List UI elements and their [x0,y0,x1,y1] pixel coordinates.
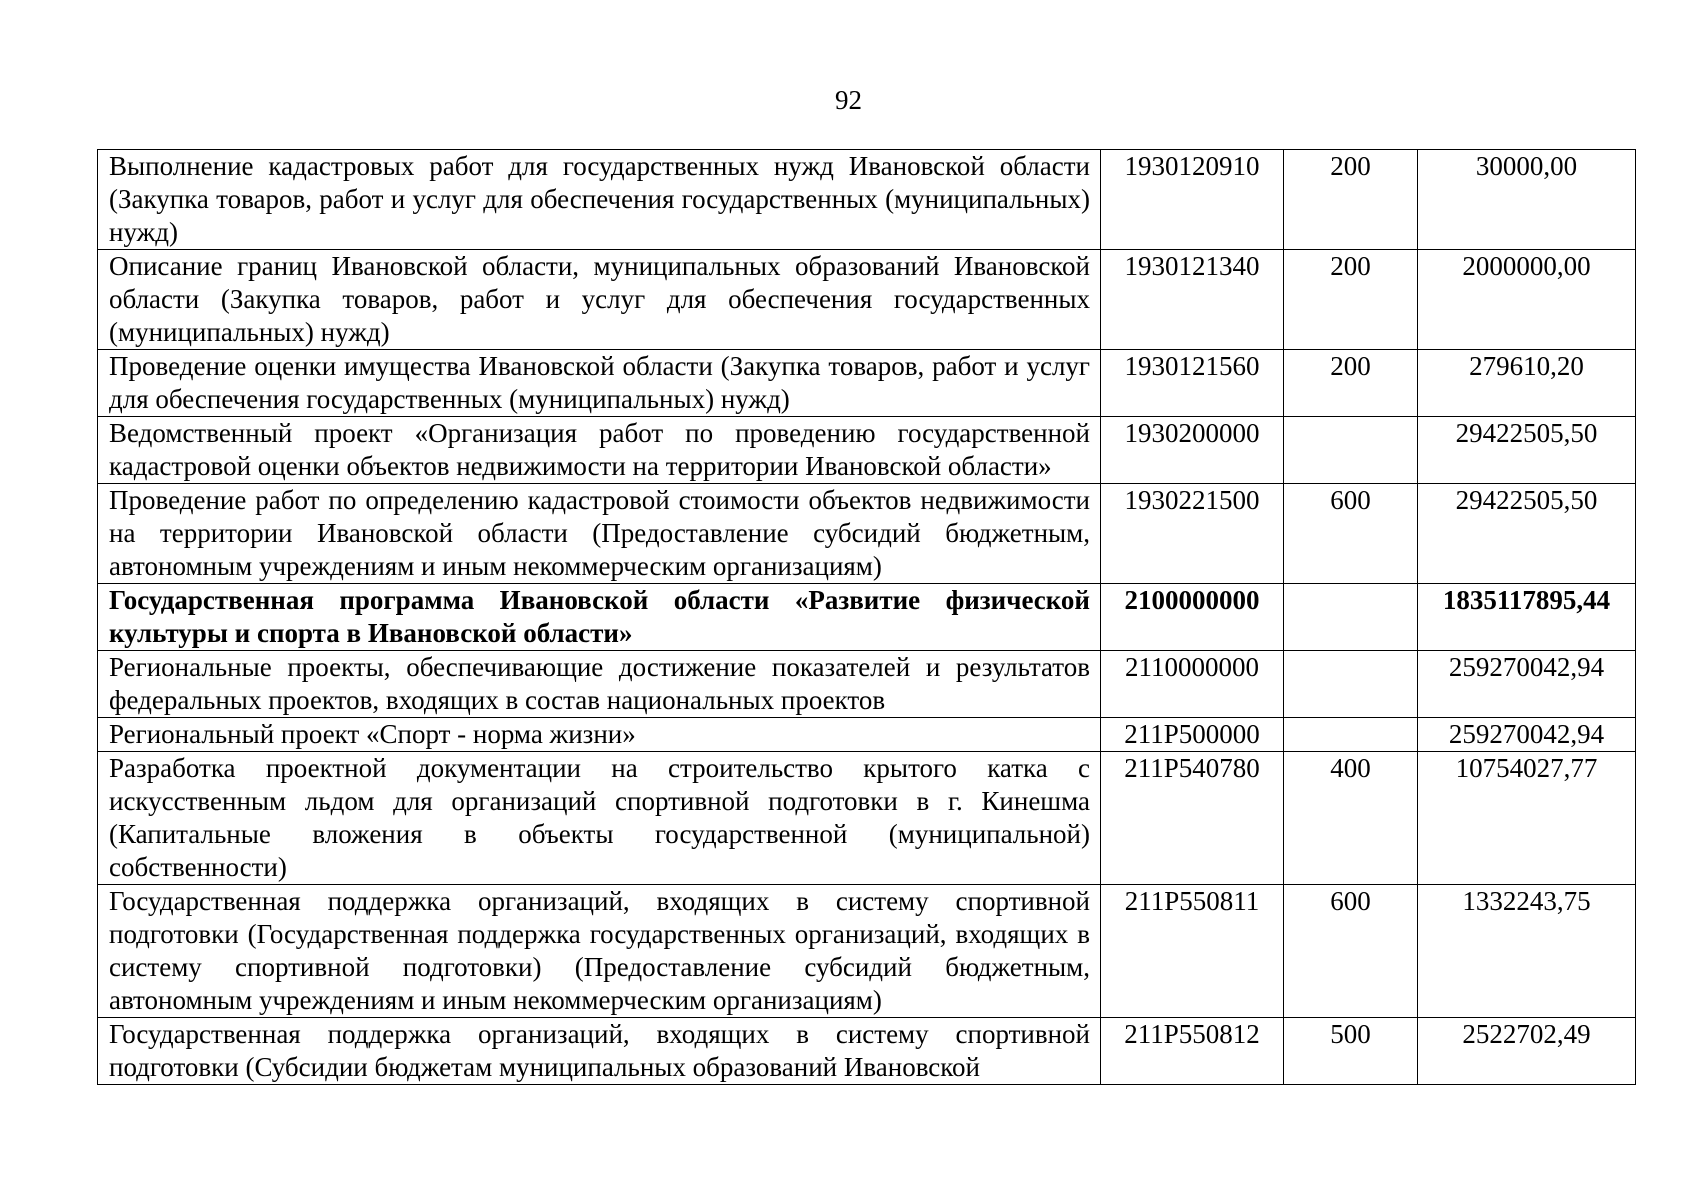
row-sum: 30000,00 [1418,150,1636,250]
row-sum: 259270042,94 [1418,651,1636,718]
row-name: Проведение оценки имущества Ивановской области (Закупка товаров, работ и услуг для обеспечения государственных (муниципальных) нужд) [98,350,1101,417]
table-row [98,350,1636,417]
row-expense-type [1284,417,1418,484]
row-name: Региональный проект «Спорт - норма жизни» [98,718,1101,752]
row-expense-type: 200 [1284,250,1418,350]
row-code: 1930121560 [1101,350,1284,417]
row-sum: 1835117895,44 [1418,584,1636,651]
row-code: 1930221500 [1101,484,1284,584]
table-row [98,1018,1636,1085]
row-name: Ведомственный проект «Организация работ по проведению государственной кадастровой оценки объектов недвижимости на территории Ивановской области» [98,417,1101,484]
row-expense-type: 200 [1284,150,1418,250]
row-code: 1930120910 [1101,150,1284,250]
row-expense-type: 200 [1284,350,1418,417]
row-code: 211P500000 [1101,718,1284,752]
row-name: Государственная поддержка организаций, входящих в систему спортивной подготовки (Субсидии бюджетам муниципальных образований Ивановской [98,1018,1101,1085]
row-expense-type: 500 [1284,1018,1418,1085]
row-sum: 29422505,50 [1418,417,1636,484]
budget-table [97,149,1636,1085]
table-row [98,150,1636,250]
row-sum: 1332243,75 [1418,885,1636,1018]
row-sum: 279610,20 [1418,350,1636,417]
row-expense-type [1284,651,1418,718]
table-row [98,651,1636,718]
row-name: Государственная программа Ивановской области «Развитие физической культуры и спорта в Ивановской области» [98,584,1101,651]
row-sum: 29422505,50 [1418,484,1636,584]
table-row-program [98,584,1636,651]
row-name: Описание границ Ивановской области, муниципальных образований Ивановской области (Закупка товаров, работ и услуг для обеспечения государственных (муниципальных) нужд) [98,250,1101,350]
row-code: 1930121340 [1101,250,1284,350]
row-code: 2100000000 [1101,584,1284,651]
row-name: Государственная поддержка организаций, входящих в систему спортивной подготовки (Государственная поддержка государственных организаций, входящих в систему спортивной подготовки) (Предоставление субсидий бюджетным, автономным учреждениям и иным некоммерческим организациям) [98,885,1101,1018]
table-row [98,718,1636,752]
row-expense-type [1284,584,1418,651]
row-sum: 10754027,77 [1418,752,1636,885]
row-name: Региональные проекты, обеспечивающие достижение показателей и результатов федеральных проектов, входящих в состав национальных проектов [98,651,1101,718]
table-row [98,250,1636,350]
row-name: Разработка проектной документации на строительство крытого катка с искусственным льдом для организаций спортивной подготовки в г. Кинешма (Капитальные вложения в объекты государственной (муниципальной) собственности) [98,752,1101,885]
row-code: 211P550812 [1101,1018,1284,1085]
row-name: Выполнение кадастровых работ для государственных нужд Ивановской области (Закупка товаров, работ и услуг для обеспечения государственных (муниципальных) нужд) [98,150,1101,250]
row-sum: 259270042,94 [1418,718,1636,752]
row-expense-type: 600 [1284,484,1418,584]
row-expense-type: 600 [1284,885,1418,1018]
row-code: 211P550811 [1101,885,1284,1018]
row-code: 211P540780 [1101,752,1284,885]
table-row [98,417,1636,484]
row-expense-type: 400 [1284,752,1418,885]
page-number: 92 [835,85,862,115]
table-row [98,484,1636,584]
table-row [98,752,1636,885]
row-code: 2110000000 [1101,651,1284,718]
row-sum: 2522702,49 [1418,1018,1636,1085]
row-name: Проведение работ по определению кадастровой стоимости объектов недвижимости на территории Ивановской области (Предоставление субсидий бюджетным, автономным учреждениям и иным некоммерческим организациям) [98,484,1101,584]
row-expense-type [1284,718,1418,752]
row-sum: 2000000,00 [1418,250,1636,350]
table-row [98,885,1636,1018]
row-code: 1930200000 [1101,417,1284,484]
